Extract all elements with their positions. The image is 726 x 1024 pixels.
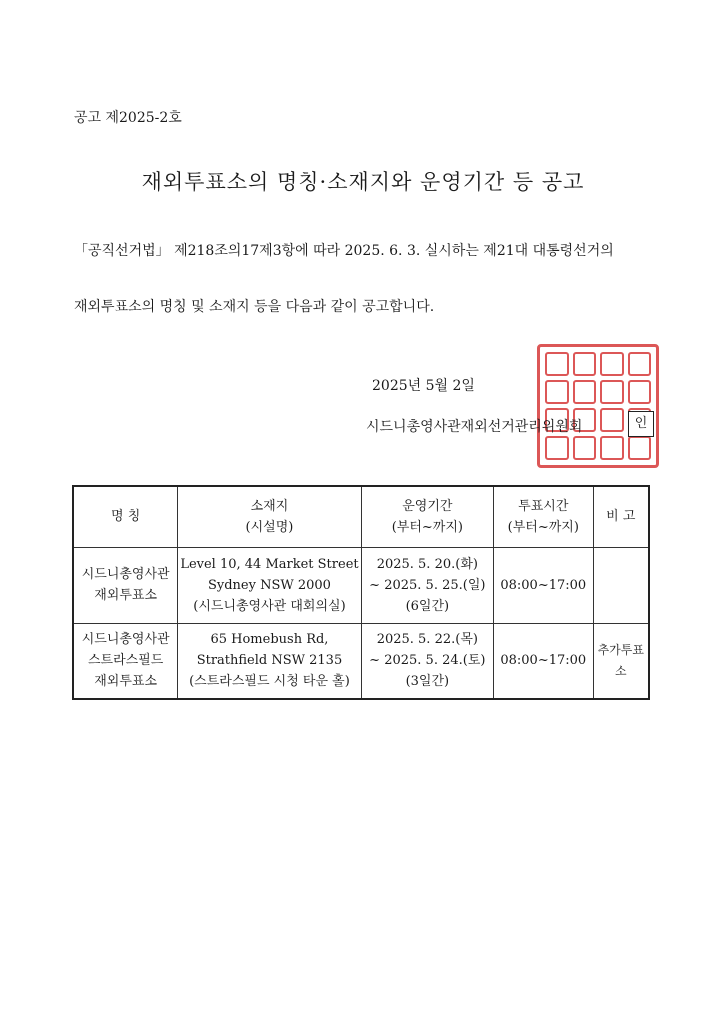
- table-row: [73, 623, 649, 699]
- body-text-line-2: 재외투표소의 명칭 및 소재지 등을 다음과 같이 공고합니다.: [74, 299, 435, 315]
- period-start: 2025. 5. 22.(목): [376, 632, 478, 648]
- station-facility-line: (스트라스필드 시청 타운 홀): [189, 674, 350, 690]
- station-period-cell: [361, 547, 493, 623]
- document-title: 재외투표소의 명칭·소재지와 운영기간 등 공고: [141, 170, 585, 194]
- station-name-line: 시드니총영사관: [81, 632, 170, 648]
- header-hours-line: 투표시간: [518, 498, 569, 514]
- polling-station-table: [72, 485, 650, 700]
- header-place-sub: (시설명): [245, 519, 294, 535]
- station-place-cell: [178, 547, 361, 623]
- notice-date: 2025년 5월 2일: [372, 378, 475, 394]
- station-name-line: 스트라스필드: [87, 653, 164, 669]
- header-name: 명 칭: [73, 486, 178, 547]
- header-hours: [494, 486, 593, 547]
- period-days: (3일간): [405, 674, 450, 690]
- header-note: 비 고: [593, 486, 649, 547]
- station-hours-cell: 08:00~17:00: [494, 623, 593, 699]
- seal-mark-box: 인: [628, 411, 654, 437]
- period-end: ~ 2025. 5. 25.(일): [369, 577, 486, 593]
- station-address-line: 65 Homebush Rd,: [210, 632, 329, 648]
- official-seal-stamp: [537, 344, 659, 468]
- period-start: 2025. 5. 20.(화): [376, 556, 478, 572]
- header-place-line: 소재지: [250, 498, 289, 514]
- notice-number: 공고 제2025-2호: [74, 110, 182, 126]
- station-facility-line: (시드니총영사관 대회의실): [193, 598, 346, 614]
- body-text-line-1: 「공직선거법」 제218조의17제3항에 따라 2025. 6. 3. 실시하는 제21대 대통령선거의: [74, 243, 614, 259]
- station-address-line: Strathfield NSW 2135: [196, 653, 343, 669]
- header-period-sub: (부터~까지): [391, 519, 463, 535]
- header-place: [178, 486, 361, 547]
- station-name-cell: [73, 547, 178, 623]
- table-row: [73, 547, 649, 623]
- header-period-line: 운영기간: [402, 498, 453, 514]
- station-name-cell: [73, 623, 178, 699]
- station-note-cell: [593, 547, 649, 623]
- period-days: (6일간): [405, 598, 450, 614]
- station-period-cell: [361, 623, 493, 699]
- header-period: [361, 486, 493, 547]
- station-address-line: Level 10, 44 Market Street: [180, 556, 359, 572]
- station-name-line: 재외투표소: [94, 588, 158, 603]
- header-hours-sub: (부터~까지): [507, 519, 579, 535]
- station-hours-cell: 08:00~17:00: [494, 547, 593, 623]
- station-place-cell: [178, 623, 361, 699]
- station-name-line: 시드니총영사관: [81, 567, 170, 582]
- table-header-row: [73, 486, 649, 547]
- station-note-cell: 추가투표소: [593, 623, 649, 699]
- period-end: ~ 2025. 5. 24.(토): [369, 653, 486, 669]
- issuing-committee: 시드니총영사관재외선거관리위원회: [366, 419, 583, 435]
- station-address-line: Sydney NSW 2000: [207, 577, 331, 593]
- station-name-line: 재외투표소: [94, 674, 158, 690]
